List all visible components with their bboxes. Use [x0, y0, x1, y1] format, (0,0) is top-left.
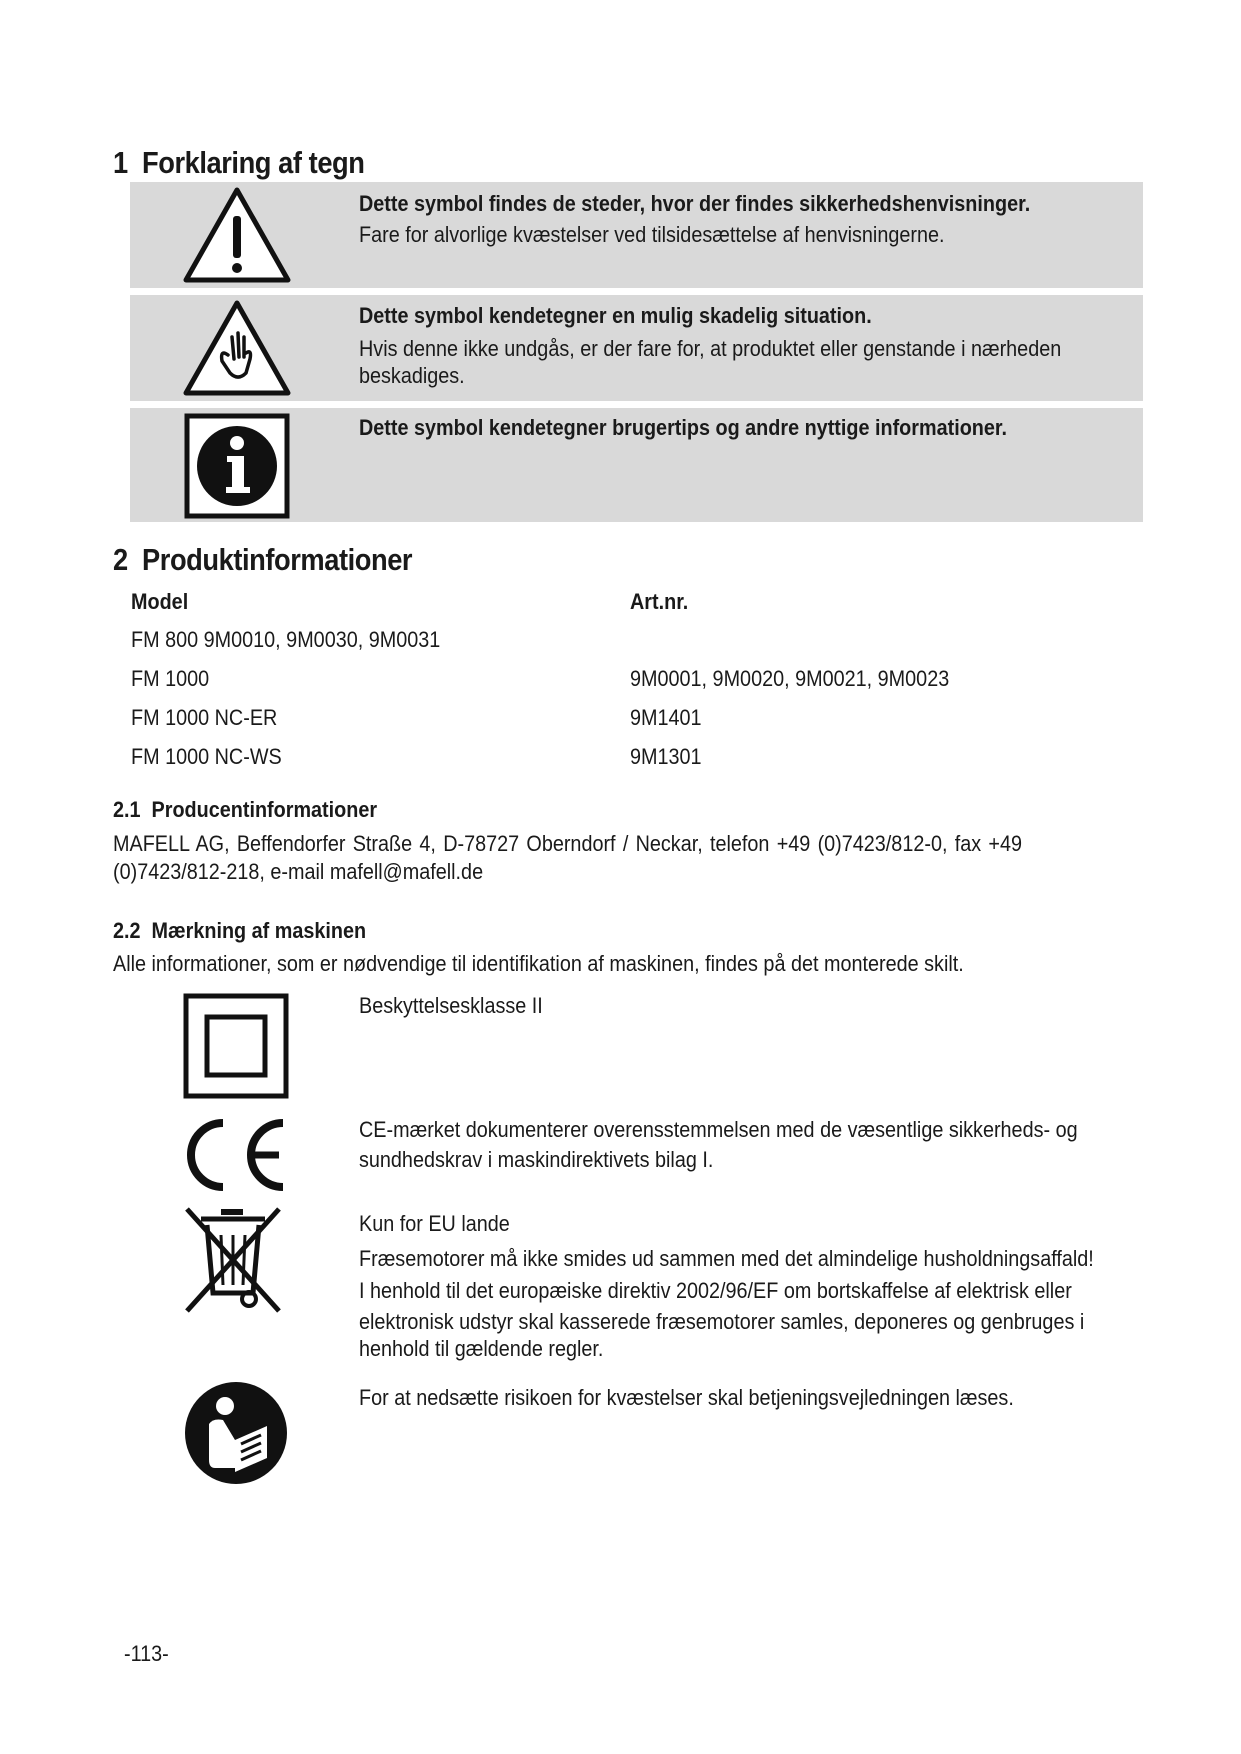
section-title: Forklaring af tegn — [142, 145, 365, 180]
mark-description-line-3: I henhold til det europæiske direktiv 2002/96/EF om bortskaffelse af elektrisk eller — [359, 1278, 1072, 1303]
mark-description-line-5: henhold til gældende regler. — [359, 1336, 604, 1361]
manufacturer-address-line-1: MAFELL AG, Beffendorfer Straße 4, D-78727 Oberndorf / Neckar, telefon +49 (0)7423/812-0, fax +49 — [113, 831, 1022, 856]
section-2-1-heading — [113, 797, 377, 823]
crossed-bin-icon — [183, 1205, 283, 1315]
ce-mark-icon — [183, 1117, 289, 1193]
symbol-title: Dette symbol kendetegner brugertips og andre nyttige informationer. — [359, 415, 1008, 440]
section-number: 2 — [113, 542, 128, 577]
page-number: -113- — [124, 1641, 169, 1666]
table-cell-artnr: 9M0001, 9M0020, 9M0021, 9M0023 — [630, 666, 950, 691]
section-number: 1 — [113, 145, 128, 180]
symbol-row-info — [130, 408, 1143, 522]
section-1-heading — [113, 145, 365, 181]
warning-exclamation-icon — [182, 186, 292, 284]
mark-description-line-1: CE-mærket dokumenterer overensstemmelsen med de væsentlige sikkerheds- og — [359, 1117, 1078, 1142]
table-cell-artnr: 9M1301 — [630, 744, 702, 769]
section-title: Producentinformationer — [151, 797, 378, 822]
symbol-row-warning — [130, 182, 1143, 288]
mark-description-line-4: elektronisk udstyr skal kasserede fræsemotorer samles, deponeres og genbruges i — [359, 1309, 1085, 1334]
section-number: 2.2 — [113, 918, 141, 943]
info-icon — [184, 413, 290, 519]
table-header-artnr: Art.nr. — [630, 589, 689, 614]
table-cell-model: FM 1000 NC-WS — [131, 744, 282, 769]
table-header-model: Model — [131, 589, 189, 614]
section-2-2-heading — [113, 918, 366, 944]
mark-description-line-2: Fræsemotorer må ikke smides ud sammen med det almindelige husholdningsaffald! — [359, 1246, 1094, 1271]
table-cell-model: FM 800 9M0010, 9M0030, 9M0031 — [131, 627, 441, 652]
section-title: Produktinformationer — [142, 542, 413, 577]
mark-description-line-2: sundhedskrav i maskindirektivets bilag I. — [359, 1147, 714, 1172]
manufacturer-address-line-2: (0)7423/812-218, e-mail mafell@mafell.de — [113, 859, 484, 884]
mark-description-line-1: Kun for EU lande — [359, 1211, 510, 1236]
mark-description: For at nedsætte risikoen for kvæstelser skal betjeningsvejledningen læses. — [359, 1385, 1014, 1410]
symbol-row-caution — [130, 295, 1143, 401]
section-2-heading — [113, 542, 412, 578]
table-cell-model: FM 1000 NC-ER — [131, 705, 278, 730]
warning-hand-icon — [182, 299, 292, 397]
table-cell-artnr: 9M1401 — [630, 705, 702, 730]
symbol-title: Dette symbol kendetegner en mulig skadelig situation. — [359, 303, 872, 328]
symbol-title: Dette symbol findes de steder, hvor der findes sikkerhedshenvisninger. — [359, 191, 1031, 216]
symbol-description-line-1: Hvis denne ikke undgås, er der fare for, at produktet eller genstande i nærheden — [359, 336, 1062, 361]
section-intro: Alle informationer, som er nødvendige til identifikation af maskinen, findes på det monterede skilt. — [113, 951, 964, 976]
mark-description: Beskyttelsesklasse II — [359, 993, 543, 1018]
section-title: Mærkning af maskinen — [151, 918, 367, 943]
symbol-description: Fare for alvorlige kvæstelser ved tilsidesættelse af henvisningerne. — [359, 222, 945, 247]
protection-class-ii-icon — [183, 993, 289, 1099]
section-number: 2.1 — [113, 797, 141, 822]
read-manual-icon — [183, 1380, 289, 1486]
table-cell-model: FM 1000 — [131, 666, 210, 691]
symbol-description-line-2: beskadiges. — [359, 363, 465, 388]
